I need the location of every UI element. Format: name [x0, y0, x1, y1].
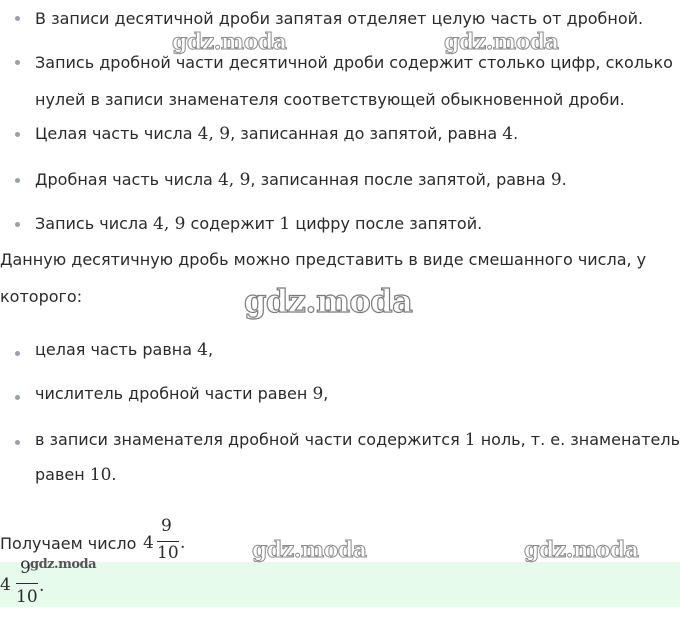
bullet-item-2: Запись дробной части десятичной дроби содержит столько цифр, сколько [35, 53, 673, 72]
paragraph-line-1: Данную десятичную дробь можно представить в виде смешанного числа, у [0, 250, 647, 269]
bullet-dot [15, 178, 20, 183]
bullet-item-denominator-cont: равен 10. [35, 465, 117, 485]
answer-fraction-bar [16, 583, 38, 584]
result-prefix: Получаем число [0, 534, 137, 553]
bullet-dot [15, 351, 20, 356]
result-suffix: . [180, 533, 186, 553]
result-whole: 4 [143, 533, 154, 553]
watermark: gdz.moda [444, 29, 559, 55]
result-denominator: 10 [157, 543, 179, 560]
bullet-dot [15, 132, 20, 137]
bullet-dot [15, 222, 20, 227]
watermark: gdz.moda [252, 537, 367, 563]
result-fraction-bar [157, 541, 179, 542]
paragraph-line-2: которого: [0, 287, 83, 306]
answer-numerator: 9 [20, 558, 31, 578]
bullet-item-5: Запись числа 4, 9 содержит 1 цифру после запятой. [35, 214, 483, 234]
bullet-dot [15, 440, 20, 445]
bullet-dot [15, 60, 20, 65]
watermark: gdz.moda [172, 29, 287, 55]
watermark: gdz.moda [244, 282, 413, 320]
bullet-item-numerator: числитель дробной части равен 9, [35, 384, 329, 404]
answer-whole: 4 [0, 575, 11, 595]
bullet-item-4: Дробная часть числа 4, 9, записанная после запятой, равна 9. [35, 170, 567, 190]
bullet-item-1: В записи десятичной дроби запятая отделяет целую часть от дробной. [35, 9, 644, 28]
answer-box [0, 562, 680, 607]
result-numerator: 9 [161, 516, 172, 536]
bullet-dot [15, 395, 20, 400]
watermark: gdz.moda [524, 537, 639, 563]
bullet-dot [15, 16, 20, 21]
bullet-item-2-cont: нулей в записи знаменателя соответствующей обыкновенной дроби. [35, 90, 625, 109]
watermark: gdz.moda [30, 557, 97, 572]
bullet-item-3: Целая часть числа 4, 9, записанная до запятой, равна 4. [35, 124, 519, 144]
bullet-item-whole: целая часть равна 4, [35, 340, 214, 360]
answer-suffix: . [39, 576, 45, 596]
answer-denominator: 10 [16, 587, 38, 607]
bullet-item-denominator: в записи знаменателя дробной части содержится 1 ноль, т. е. знаменатель [35, 430, 680, 450]
